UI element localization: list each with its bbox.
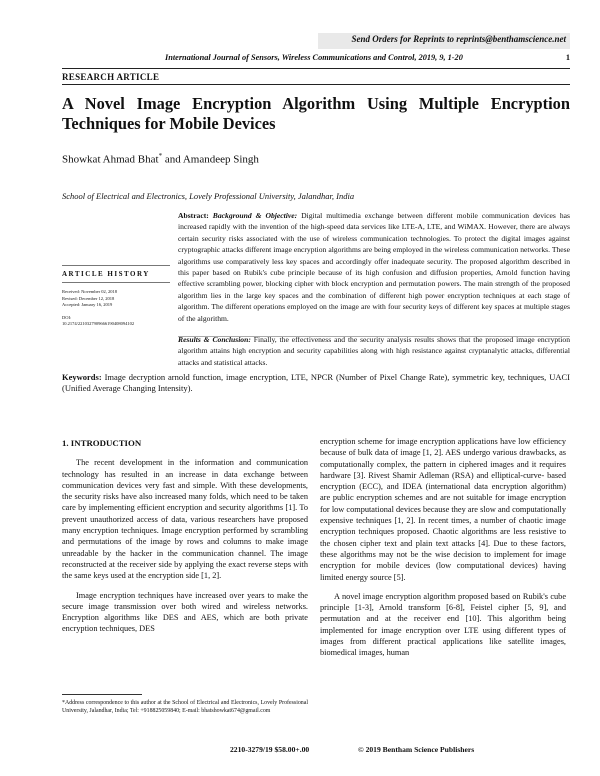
history-title: ARTICLE HISTORY [62, 265, 170, 283]
article-title: A Novel Image Encryption Algorithm Using Multiple Encryption Techniques for Mobile Devices [62, 94, 570, 133]
body-paragraph: Image encryption techniques have increased over years to make the secure image transmission over both wired and wireless networks. Encryption algorithms like DES and AES, which are both private encryption techniques, DES [62, 590, 308, 634]
body-paragraph: encryption scheme for image encryption applications have low efficiency because of bulk data of image [1, 2]. AES undergo various drawbacks, as computationally complex, the pattern in ciphered images and it requires hardware [3]. Rivest Shamir Adleman (RSA) and elliptical-curve- based encryption (ECC), and IDEA (international data encryption algorithm) are public encryption schemes and are not suitable for image encryption for low computational devices because they are slow and computationally expensive techniques [1, 2]. In recent times, a number of chaotic image encryption techniques proposed. Chaotic algorithms are less resistive to the chosen cipher text and plain text attacks [4]. Due to these factors, these algorithms may not be the wise decision to implement for image encryption for mobile devices (low computational devices) having limited energy source [5]. [320, 437, 566, 582]
keywords [62, 372, 570, 394]
keywords-label: Keywords: [62, 372, 102, 382]
history-dates [62, 289, 170, 309]
page-number: 1 [565, 53, 570, 62]
body-paragraph: The recent development in the information and communication technology has resulted in an increase in data exchange between communication devices very fast and simple. With these developments, the security risks have also increased many folds, which need to be taken care by implementing efficient encryption and security algorithms [1]. To prevent unauthorized access of data, various researchers have proposed many encryption techniques. Image encryption performed by scrambling and permutations of the image by rows and columns to make image unreadable by the hacker in the communication channel. The image reconstructed at the receiver side by applying the exact reverse steps with the same keys used at the encryption side [1, 2]. [62, 458, 308, 581]
history-received: Received: November 02, 2018 [62, 289, 117, 294]
article-history [62, 265, 170, 327]
section-heading: 1. INTRODUCTION [62, 438, 142, 448]
issn-price: 2210-3279/19 $58.00+.00 [230, 745, 310, 754]
reprints-notice: Send Orders for Reprints to reprints@benthamscience.net [351, 34, 566, 44]
body-column-right [320, 436, 566, 659]
results-text: Finally, the effectiveness and the security analysis results shows that the proposed image encryption algorithm attains high encryption and security capabilities along with high resistance against cryptanalytic attacks, differential attacks and statistical attacks. [178, 335, 570, 367]
author-name: and Amandeep Singh [162, 153, 259, 166]
abstract-results [178, 334, 570, 368]
author-name: Showkat Ahmad Bhat [62, 153, 159, 166]
results-label: Results & Conclusion: [178, 335, 251, 345]
abstract [178, 210, 570, 368]
abstract-background [178, 210, 570, 324]
body-column-left [62, 438, 308, 635]
doi-block [62, 315, 170, 327]
corresponding-mark: * [158, 152, 163, 160]
author-line [62, 152, 259, 166]
doi-label: DOI: [62, 314, 72, 320]
background-label: Background & Objective: [212, 211, 298, 220]
doi-value: 10.2174/2210327909666190408094102 [62, 320, 135, 326]
abstract-label: Abstract: [178, 211, 209, 220]
footnote-rule [62, 694, 142, 695]
section-label: RESEARCH ARTICLE [62, 72, 160, 82]
history-revised: Revised: December 12, 2018 [62, 295, 115, 301]
history-accepted: Accepted: January 16, 2019 [62, 302, 113, 308]
body-paragraph: A novel image encryption algorithm proposed based on Rubik's cube principle [1-3], Arnold transform [6-8], Feistel cipher [5, 9], and permutation and at the receiver end [10]. This algorithm being implemented for image encryption over LTE using different types of images from different practical applications like satellite images, biomedical images, human [320, 591, 566, 658]
affiliation: School of Electrical and Electronics, Lovely Professional University, Jalandhar, India [62, 191, 355, 201]
header-rule-bottom [62, 84, 570, 85]
correspondence-footnote: *Address correspondence to this author at the School of Electrical and Electronics, Lovely Professional University, Jalandhar, India; Tel: +918825059840; E-mail: bhatshowkat674@gmail.com [62, 700, 308, 715]
keywords-text: Image decryption arnold function, image encryption, LTE, NPCR (Number of Pixel Change Rate), symmetric key, techniques, UACI (Unified Average Changing Intensity). [62, 372, 570, 394]
abstract-rule [178, 336, 570, 337]
journal-citation: International Journal of Sensors, Wireless Communications and Control, 2019, 9, 1-20 [165, 53, 463, 62]
header-rule-top [62, 68, 570, 69]
background-text: Digital multimedia exchange between different mobile communication devices has increased rapidly with the invention of the high-speed data services like LTE-A, LTE, and WiMAX. However, there are always certain security risks associated with the use of wireless communication technologies. To protect the digital images against cryptographic attacks different image encryption algorithms are being employed in the wireless communication networks. These algorithms use comparatively less key spaces and accordingly offer inadequate security. The proposed algorithm described in this paper based on Rubik's cube principle because of its high confusion and diffusion properties, Arnold function having effective scrambling power, blocking cipher with block encryption and permutation powers. The main strength of the proposed algorithm lies in the large key spaces and the combination of different high power encryption techniques at each stage of algorithm. The different operations employed on the image are with four security keys of different key spaces at multiple stages of the algorithm. [178, 211, 570, 323]
copyright: © 2019 Bentham Science Publishers [358, 745, 475, 754]
